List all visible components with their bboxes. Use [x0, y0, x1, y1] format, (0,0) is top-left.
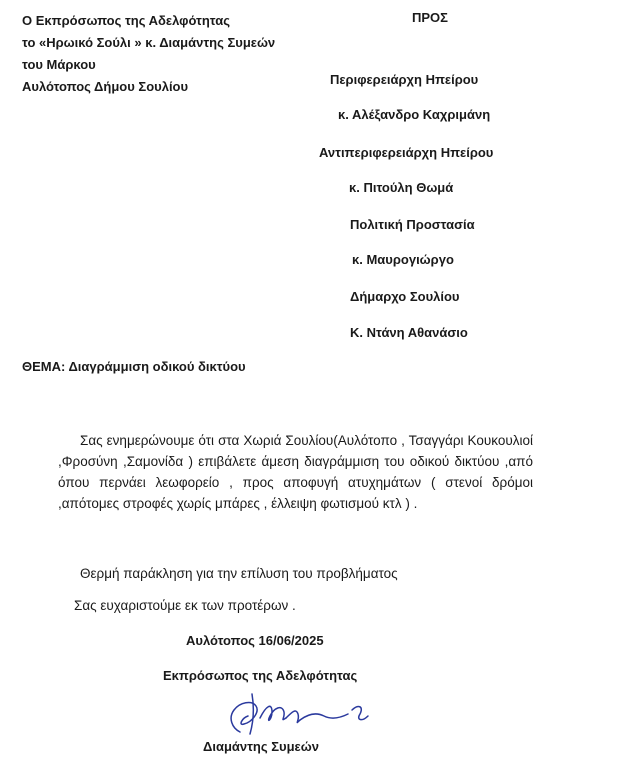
recipient-line-1: Περιφερειάρχη Ηπείρου: [330, 72, 479, 87]
signature-image: [212, 688, 382, 740]
recipient-line-5: Πολιτική Προστασία: [350, 217, 475, 232]
signatory-role: Εκπρόσωπος της Αδελφότητας: [163, 668, 358, 683]
signatory-name: Διαμάντης Συμεών: [203, 739, 319, 754]
to-label: ΠΡΟΣ: [412, 10, 448, 25]
recipient-line-3: Αντιπεριφερειάρχη Ηπείρου: [319, 145, 494, 160]
sender-block: [22, 10, 275, 98]
recipient-line-2: κ. Αλέξανδρο Καχριμάνη: [338, 107, 491, 122]
subject-line: ΘΕΜΑ: Διαγράμμιση οδικού δικτύου: [22, 359, 246, 374]
place-date: Αυλότοπος 16/06/2025: [186, 633, 324, 648]
recipient-line-4: κ. Πιτούλη Θωμά: [349, 180, 454, 195]
sender-line-4: Αυλότοπος Δήμου Σουλίου: [22, 79, 189, 94]
body-paragraph: Σας ενημερώνουμε ότι στα Χωριά Σουλίου(Αυλότοπο , Τσαγγάρι Κουκουλιοί ,Φροσύνη ,Σαμονίδα ) επιβάλετε άμεση διαγράμμιση του οδικού δικτύου ,από όπου περνάει λεωφορείο , προς αποφυγή ατυχημάτων ( στενοί δρόμοι ,απότομες στροφές χωρίς μπάρες , έλλειψη φωτισμού κτλ ) .: [58, 433, 533, 511]
recipient-line-8: Κ. Ντάνη Αθανάσιο: [350, 325, 468, 340]
sender-line-3: του Μάρκου: [22, 57, 96, 72]
sender-line-2: το «Ηρωικό Σούλι » κ. Διαμάντης Συμεών: [22, 35, 276, 50]
sender-line-1: Ο Εκπρόσωπος της Αδελφότητας: [22, 13, 230, 28]
recipient-line-6: κ. Μαυρογιώργο: [352, 252, 454, 267]
recipient-line-7: Δήμαρχο Σουλίου: [350, 289, 460, 304]
request-line: Θερμή παράκληση για την επίλυση του προβλήματος: [80, 566, 398, 581]
thanks-line: Σας ευχαριστούμε εκ των προτέρων .: [74, 598, 296, 613]
letter-body: [58, 430, 533, 514]
